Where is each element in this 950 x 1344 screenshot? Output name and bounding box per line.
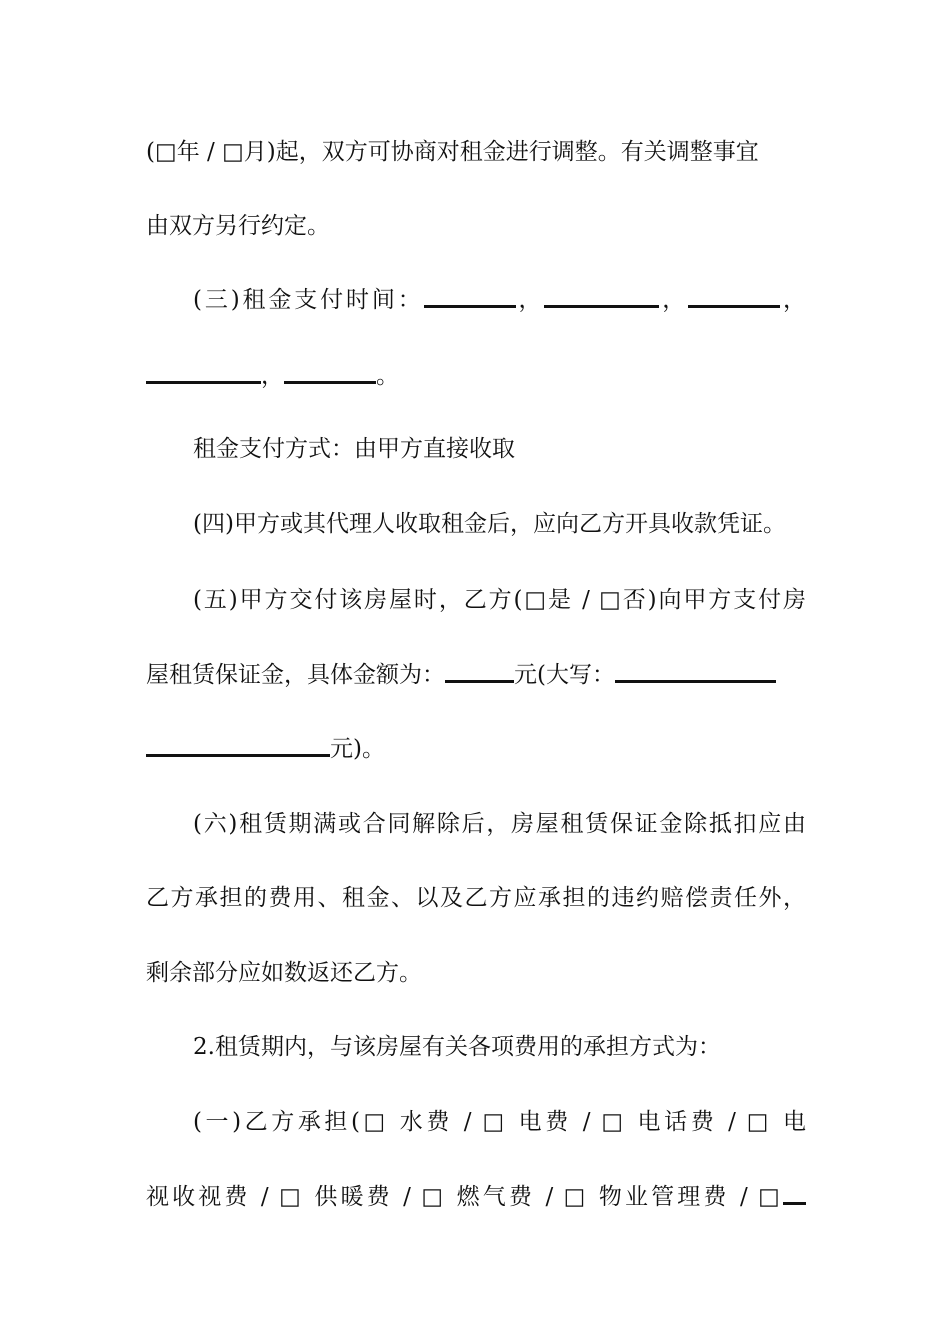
text-line-1: [146, 132, 806, 172]
line-text: ，: [515, 287, 545, 313]
line-text: 元(大写：: [514, 662, 615, 688]
line-text: (一)乙方承担(□ 水费 / □ 电费 / □ 电话费 / □ 电: [193, 1109, 806, 1135]
fill-in-blank: [615, 680, 776, 683]
fill-in-blank: [783, 1202, 806, 1205]
text-line-9: [146, 729, 806, 769]
line-text: (三)租金支付时间：: [193, 287, 424, 313]
text-line-7: [193, 580, 806, 620]
fill-in-blank: [284, 381, 376, 384]
line-text: ，: [659, 287, 689, 313]
line-text: 剩余部分应如数返还乙方。: [146, 960, 422, 986]
fill-in-blank: [424, 305, 516, 308]
line-text: 租金支付方式：由甲方直接收取: [193, 436, 515, 462]
text-line-4: [146, 356, 806, 396]
fill-in-blank: [544, 305, 659, 308]
fill-in-blank: [146, 381, 261, 384]
line-text: ，: [780, 287, 806, 313]
text-line-13: [193, 1027, 806, 1067]
text-line-6: [193, 504, 806, 544]
text-line-3: [193, 280, 806, 320]
line-text: ，: [261, 363, 284, 389]
line-text: 屋租赁保证金，具体金额为：: [146, 662, 445, 688]
line-text: (五)甲方交付该房屋时，乙方(□是 / □否)向甲方支付房: [193, 587, 806, 613]
text-line-5: [193, 429, 806, 469]
text-line-2: [146, 206, 806, 246]
line-text: 乙方承担的费用、租金、以及乙方应承担的违约赔偿责任外，: [146, 885, 806, 911]
line-text: 由双方另行约定。: [146, 213, 330, 239]
line-text: 元)。: [330, 736, 385, 762]
fill-in-blank: [688, 305, 780, 308]
text-line-14: [193, 1102, 806, 1142]
line-text: (□年 / □月)起，双方可协商对租金进行调整。有关调整事宜: [146, 139, 759, 165]
line-text: (四)甲方或其代理人收取租金后，应向乙方开具收款凭证。: [193, 511, 786, 537]
line-text: 。: [376, 363, 399, 389]
line-text: 视收视费 / □ 供暖费 / □ 燃气费 / □ 物业管理费 / □: [146, 1184, 783, 1210]
text-line-11: [146, 878, 806, 918]
text-line-15: [146, 1177, 806, 1217]
text-line-10: [193, 804, 806, 844]
text-line-12: [146, 953, 806, 993]
text-line-8: [146, 655, 806, 695]
fill-in-blank: [445, 680, 514, 683]
line-text: (六)租赁期满或合同解除后，房屋租赁保证金除抵扣应由: [193, 811, 806, 837]
fill-in-blank: [146, 754, 330, 757]
line-text: 2.租赁期内，与该房屋有关各项费用的承担方式为：: [193, 1034, 721, 1060]
